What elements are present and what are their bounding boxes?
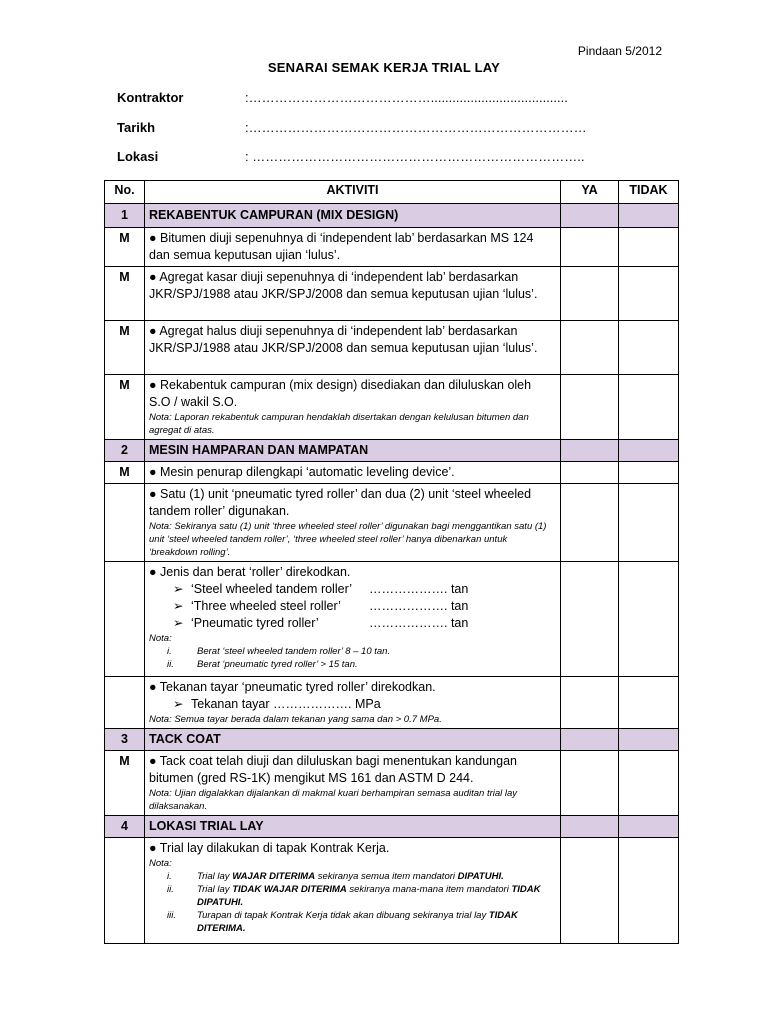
no-cell[interactable] <box>619 204 679 228</box>
section-number: 3 <box>105 729 145 751</box>
col-header-yes: YA <box>561 181 619 204</box>
pressure-fill: Tekanan tayar ………………. MPa <box>191 697 381 711</box>
table-row <box>105 462 679 484</box>
activity-text: ● Trial lay dilakukan di tapak Kontrak Kerja. <box>149 841 390 855</box>
location-field <box>117 149 584 164</box>
note-part: sekiranya semua item mandatori <box>315 871 458 882</box>
roller-item <box>149 598 556 615</box>
activity-cell <box>145 562 561 677</box>
note-list <box>149 645 556 671</box>
activity-cell <box>145 677 561 729</box>
note-item <box>149 870 556 883</box>
activity-text: ● Satu (1) unit ‘pneumatic tyred roller’ dan dua (2) unit ‘steel wheeled tandem roller’ digunakan. <box>149 487 532 518</box>
table-row <box>105 375 679 440</box>
roller-name: ‘Three wheeled steel roller’ <box>191 599 341 613</box>
activity-text: ● Agregat kasar diuji sepenuhnya di ‘independent lab’ berdasarkan JKR/SPJ/1988 atau JKR/SPJ/2008 dan semua keputusan ujian ‘lulus’. <box>145 267 561 321</box>
section-row-location <box>105 816 679 838</box>
yes-cell[interactable] <box>561 677 619 729</box>
section-number: 1 <box>105 204 145 228</box>
no-cell[interactable] <box>619 838 679 944</box>
section-row-mix-design <box>105 204 679 228</box>
section-number: 4 <box>105 816 145 838</box>
arrow-icon: ➢ <box>173 599 184 613</box>
yes-cell[interactable] <box>561 484 619 562</box>
note-text: Nota: Laporan rekabentuk campuran hendaklah disertakan dengan kelulusan bitumen dan agregat di atas. <box>149 412 529 436</box>
note-item <box>149 909 556 935</box>
yes-cell[interactable] <box>561 816 619 838</box>
field-label: Kontraktor <box>117 90 184 105</box>
field-value: : ………………………………………………………………….. <box>245 149 585 164</box>
section-row-tack-coat <box>105 729 679 751</box>
field-label: Tarikh <box>117 120 156 135</box>
note-list <box>149 870 556 935</box>
section-title: LOKASI TRIAL LAY <box>145 816 561 838</box>
section-title: TACK COAT <box>145 729 561 751</box>
yes-cell[interactable] <box>561 440 619 462</box>
field-label: Lokasi <box>117 149 159 164</box>
activity-text: ● Mesin penurap dilengkapi ‘automatic leveling device’. <box>145 462 561 484</box>
note-text: Nota: Ujian digalakkan dijalankan di makmal kuari berhampiran semasa auditan trial lay dilaksanakan. <box>149 788 518 812</box>
note-part: sekiranya mana-mana item mandatori <box>346 884 512 895</box>
col-header-activity: AKTIVITI <box>145 181 561 204</box>
no-cell[interactable] <box>619 816 679 838</box>
no-cell[interactable] <box>619 228 679 267</box>
no-cell[interactable] <box>619 562 679 677</box>
activity-text: ● Rekabentuk campuran (mix design) disediakan dan diluluskan oleh S.O / wakil S.O. <box>149 378 532 409</box>
yes-cell[interactable] <box>561 838 619 944</box>
note-numeral: ii. <box>167 884 174 895</box>
arrow-icon: ➢ <box>173 616 184 630</box>
yes-cell[interactable] <box>561 462 619 484</box>
table-row <box>105 562 679 677</box>
col-header-no: No. <box>105 181 145 204</box>
table-row <box>105 321 679 375</box>
roller-item <box>149 615 556 632</box>
activity-cell <box>145 484 561 562</box>
note-numeral: ii. <box>167 659 174 670</box>
table-row <box>105 751 679 816</box>
note-item <box>149 883 556 909</box>
date-field <box>117 120 587 135</box>
note-emphasis: TIDAK DITERIMA. <box>197 910 518 934</box>
section-row-machinery <box>105 440 679 462</box>
yes-cell[interactable] <box>561 267 619 321</box>
revision-label: Pindaan 5/2012 <box>577 44 662 58</box>
table-row <box>105 267 679 321</box>
mandatory-marker <box>105 677 145 729</box>
roller-fill: ………………. tan <box>369 599 469 613</box>
note-part: Turapan di tapak Kontrak Kerja tidak akan dibuang sekiranya trial lay <box>197 910 489 921</box>
section-title: MESIN HAMPARAN DAN MAMPATAN <box>145 440 561 462</box>
no-cell[interactable] <box>619 729 679 751</box>
yes-cell[interactable] <box>561 729 619 751</box>
mandatory-marker: M <box>105 751 145 816</box>
arrow-icon: ➢ <box>173 582 184 596</box>
roller-item <box>149 581 556 598</box>
note-emphasis: TIDAK DIPATUHI. <box>197 884 541 908</box>
no-cell[interactable] <box>619 751 679 816</box>
activity-cell <box>145 375 561 440</box>
note-numeral: i. <box>167 646 172 657</box>
section-number: 2 <box>105 440 145 462</box>
table-row <box>105 484 679 562</box>
roller-fill: ………………. tan <box>369 582 469 596</box>
field-value: :…………………………………………………………………… <box>245 120 587 135</box>
activity-text: ● Tack coat telah diuji dan diluluskan bagi menentukan kandungan bitumen (gred RS-1K) mengikut MS 161 dan ASTM D 244. <box>149 754 517 785</box>
note-item-text: Berat ‘pneumatic tyred roller’ > 15 tan. <box>197 659 358 670</box>
section-title: REKABENTUK CAMPURAN (MIX DESIGN) <box>145 204 561 228</box>
note-item <box>149 645 556 658</box>
roller-name: ‘Steel wheeled tandem roller’ <box>191 582 352 596</box>
activity-text: ● Bitumen diuji sepenuhnya di ‘independent lab’ berdasarkan MS 124 dan semua keputusan ujian ‘lulus’. <box>145 228 561 267</box>
activity-text: ● Jenis dan berat ‘roller’ direkodkan. <box>149 565 351 579</box>
note-item-text: Berat ‘steel wheeled tandem roller’ 8 – 10 tan. <box>197 646 391 657</box>
note-text: Nota: Sekiranya satu (1) unit ‘three wheeled steel roller’ digunakan bagi menggantikan satu (1) unit ‘steel wheeled tandem roller’, ‘three wheeled steel roller’ hanya dibenarkan untuk ‘breakdown rolling’. <box>149 521 547 558</box>
yes-cell[interactable] <box>561 204 619 228</box>
note-part: Trial lay <box>197 871 233 882</box>
note-numeral: i. <box>167 871 172 882</box>
mandatory-marker: M <box>105 375 145 440</box>
note-item <box>149 658 556 671</box>
mandatory-marker <box>105 562 145 677</box>
note-emphasis: TIDAK WAJAR DITERIMA <box>232 884 347 895</box>
mandatory-marker: M <box>105 321 145 375</box>
roller-fill: ………………. tan <box>369 616 469 630</box>
page-title: SENARAI SEMAK KERJA TRIAL LAY <box>267 60 501 75</box>
no-cell[interactable] <box>619 462 679 484</box>
note-part: Trial lay <box>197 884 233 895</box>
activity-cell <box>145 838 561 944</box>
roller-name: ‘Pneumatic tyred roller’ <box>191 616 319 630</box>
note-numeral: iii. <box>167 910 176 921</box>
field-value: :……………………………………...................................... <box>245 90 568 105</box>
note-label: Nota: <box>149 858 172 869</box>
note-emphasis: DIPATUHI. <box>457 871 504 882</box>
note-text: Nota: Semua tayar berada dalam tekanan yang sama dan > 0.7 MPa. <box>149 714 442 725</box>
checklist-table <box>104 180 679 944</box>
mandatory-marker: M <box>105 228 145 267</box>
mandatory-marker <box>105 484 145 562</box>
note-emphasis: WAJAR DITERIMA <box>232 871 316 882</box>
yes-cell[interactable] <box>561 321 619 375</box>
no-cell[interactable] <box>619 484 679 562</box>
no-cell[interactable] <box>619 321 679 375</box>
table-row <box>105 228 679 267</box>
no-cell[interactable] <box>619 677 679 729</box>
activity-text: ● Tekanan tayar ‘pneumatic tyred roller’ direkodkan. <box>149 680 436 694</box>
table-row <box>105 677 679 729</box>
activity-text: ● Agregat halus diuji sepenuhnya di ‘independent lab’ berdasarkan JKR/SPJ/1988 atau JKR/SPJ/2008 dan semua keputusan ujian ‘lulus’. <box>145 321 561 375</box>
mandatory-marker <box>105 838 145 944</box>
yes-cell[interactable] <box>561 228 619 267</box>
no-cell[interactable] <box>619 440 679 462</box>
activity-cell <box>145 751 561 816</box>
mandatory-marker: M <box>105 462 145 484</box>
arrow-icon: ➢ <box>173 697 184 711</box>
yes-cell[interactable] <box>561 562 619 677</box>
yes-cell[interactable] <box>561 375 619 440</box>
table-header-row <box>105 181 679 204</box>
pressure-item <box>149 696 556 713</box>
no-cell[interactable] <box>619 267 679 321</box>
mandatory-marker: M <box>105 267 145 321</box>
no-cell[interactable] <box>619 375 679 440</box>
note-label: Nota: <box>149 633 172 644</box>
contractor-field <box>117 90 568 105</box>
col-header-no-answer: TIDAK <box>619 181 679 204</box>
yes-cell[interactable] <box>561 751 619 816</box>
table-row <box>105 838 679 944</box>
